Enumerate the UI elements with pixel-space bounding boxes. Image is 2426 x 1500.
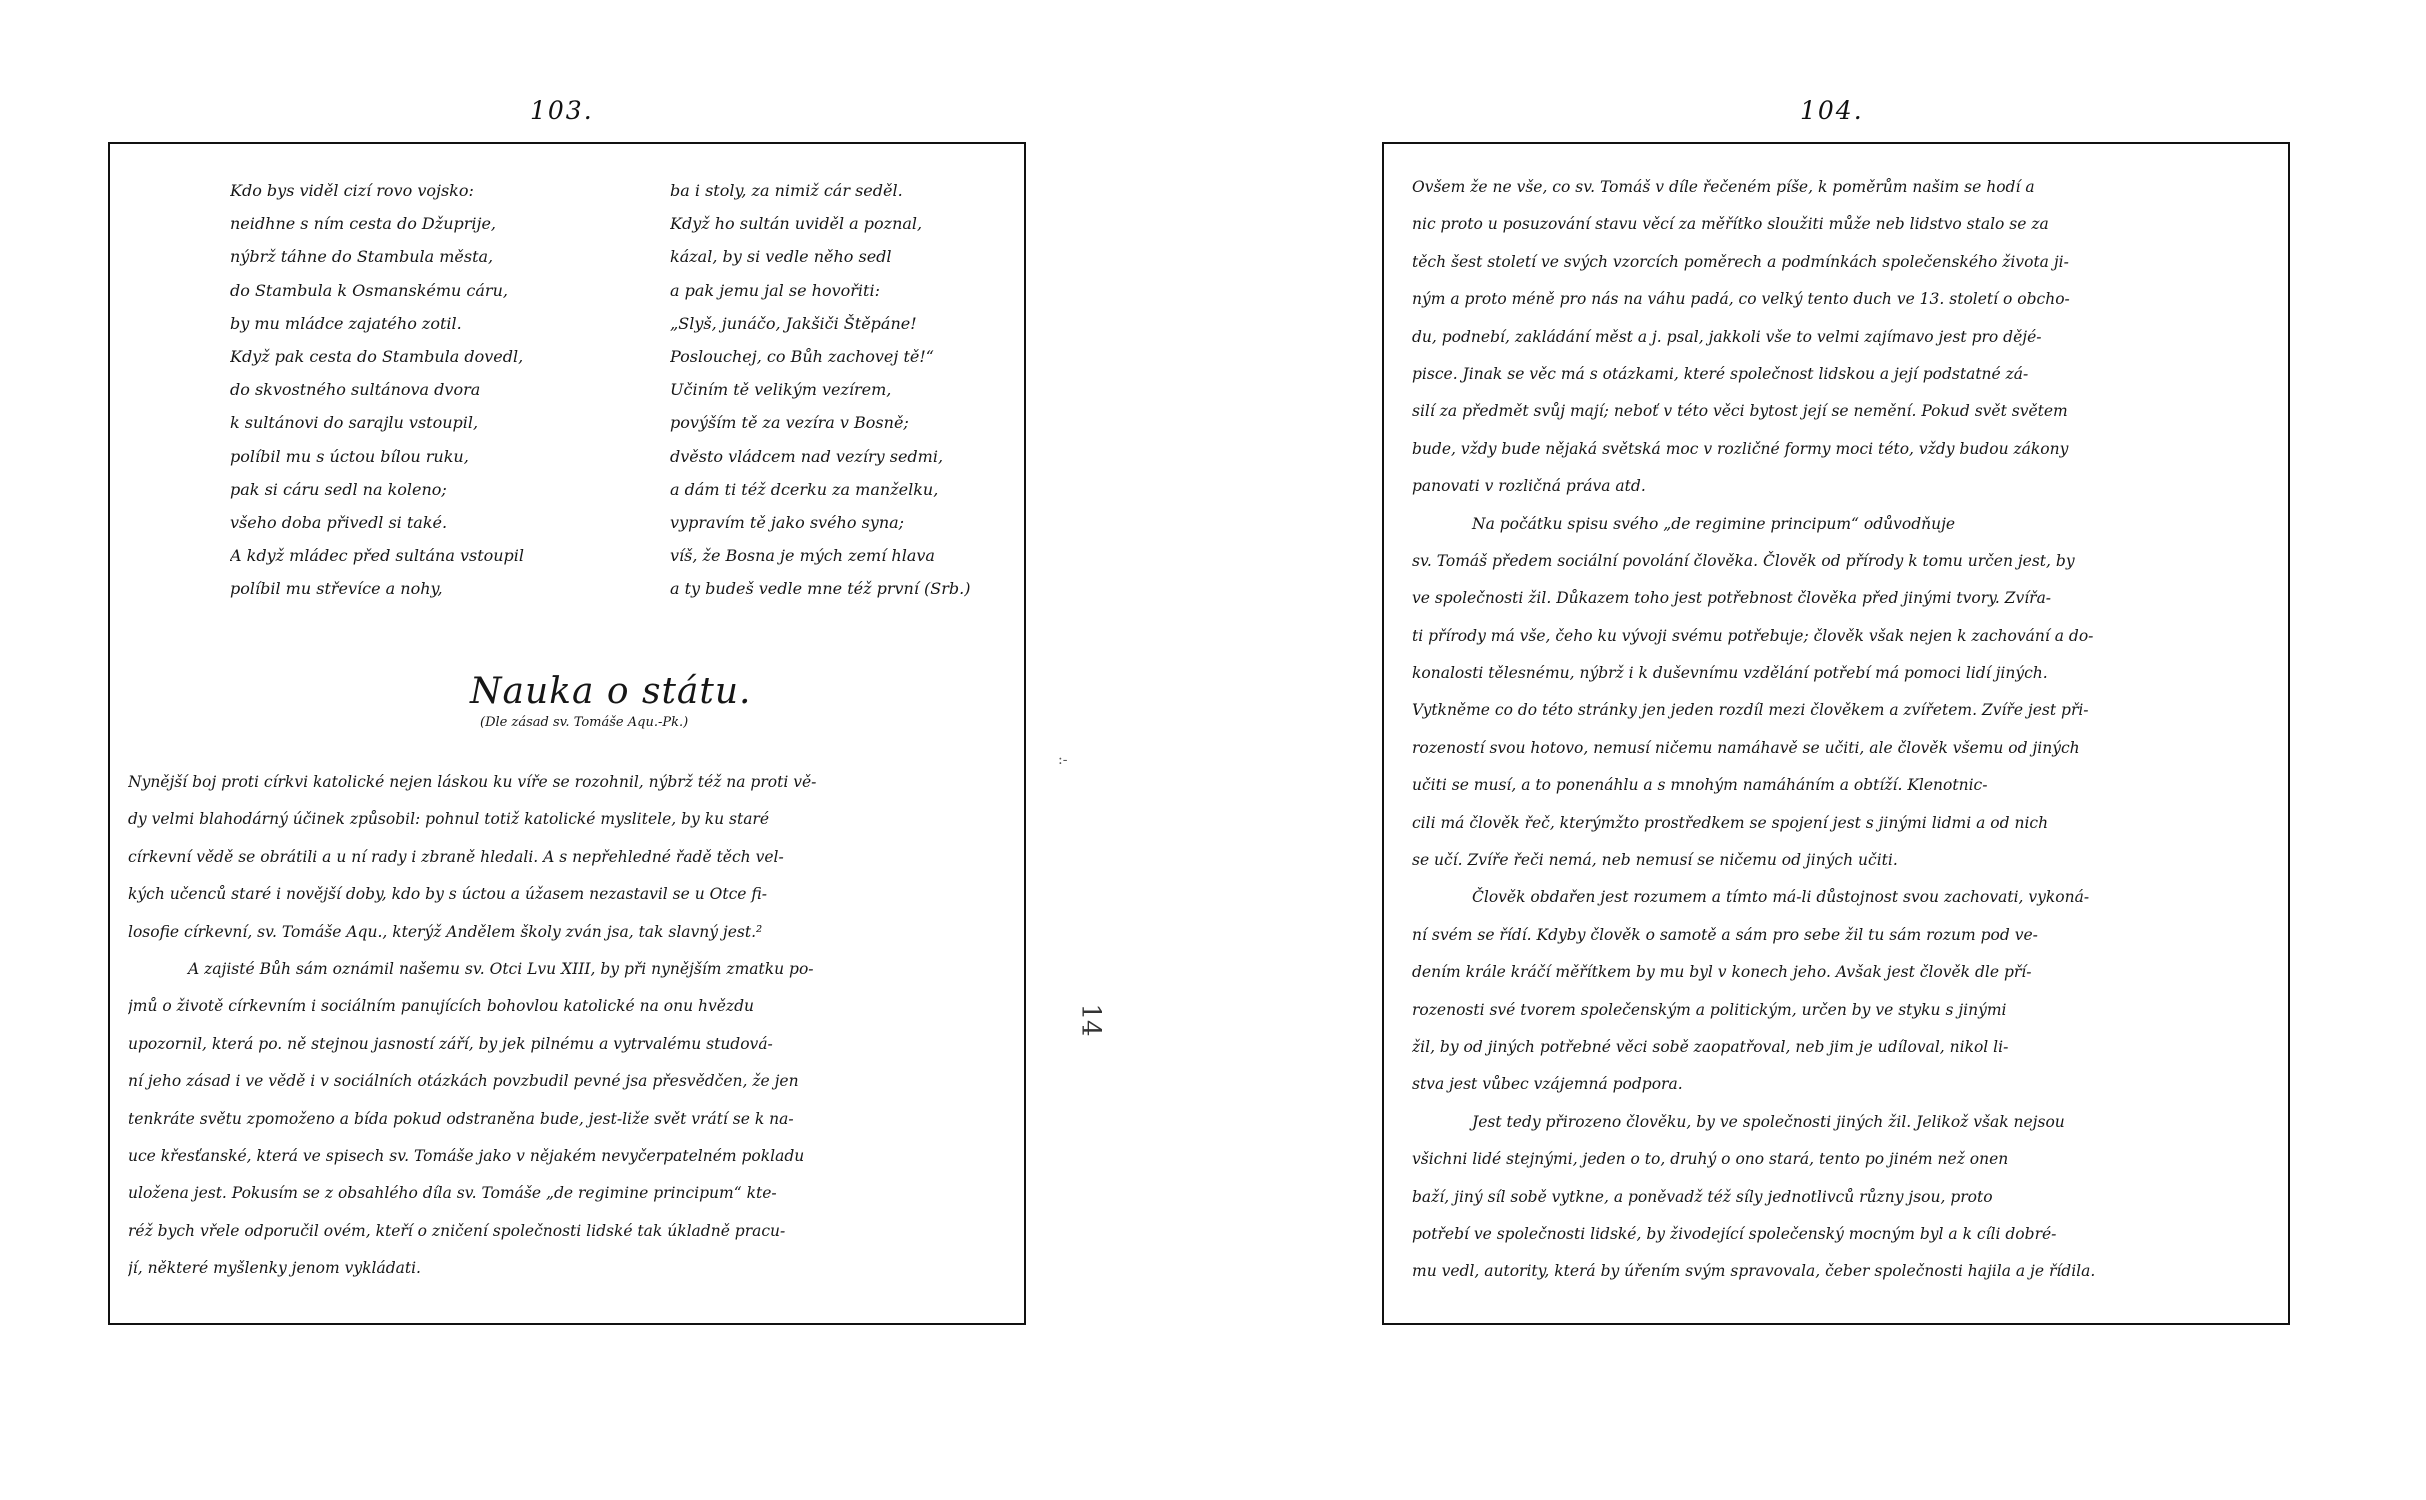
poem-line: všeho doba přivedl si také.	[230, 512, 448, 532]
poem-line: Když pak cesta do Stambula dovedl,	[230, 346, 524, 366]
section-subtitle: (Dle zásad sv. Tomáše Aqu.-Pk.)	[480, 715, 689, 730]
prose-line: sv. Tomáš předem sociální povolání člověka. Člověk od přírody k tomu určen jest, by	[1412, 551, 2075, 570]
prose-line: ní jeho zásad i ve vědě i v sociálních otázkách povzbudil pevné jsa přesvědčen, že jen	[128, 1072, 799, 1091]
prose-line: tenkráte světu zpomoženo a bída pokud odstraněna bude, jest-liže svět vrátí se k na-	[128, 1109, 794, 1128]
right-page-number: 104.	[1800, 96, 1864, 125]
poem-line: Učiním tě velikým vezírem,	[670, 380, 892, 400]
left-page	[108, 142, 1026, 1325]
poem-line: ba i stoly, za nimiž cár seděl.	[670, 181, 903, 200]
gutter-stamp: 14	[1075, 1003, 1106, 1037]
poem-line: k sultánovi do sarajlu vstoupil,	[230, 413, 479, 433]
left-page-prose	[128, 764, 1008, 1287]
poem-line: nýbrž táhne do Stambula města,	[230, 247, 494, 267]
poem-line: políbil mu s úctou bílou ruku,	[230, 446, 469, 466]
right-page	[1382, 142, 2290, 1325]
prose-line: losofie církevní, sv. Tomáše Aqu., kterýž Andělem školy zván jsa, tak slavný jest.²	[128, 922, 763, 941]
prose-line: církevní vědě se obrátili a u ní rady i zbraně hledali. A s nepřehledné řadě těch vel-	[128, 847, 784, 866]
poem-line: povýším tě za vezíra v Bosně;	[670, 413, 909, 433]
prose-line: rozeností svou hotovo, nemusí ničemu namáhavě se učiti, ale člověk všemu od jiných	[1412, 738, 2080, 757]
prose-line: dením krále kráčí měřítkem by mu byl v konech jeho. Avšak jest člověk dle pří-	[1412, 963, 2032, 982]
prose-line: silí za předmět svůj mají; neboť v této věci bytost její se nemění. Pokud svět světem	[1412, 402, 2068, 421]
prose-line: pisce. Jinak se věc má s otázkami, které společnost lidskou a její podstatné zá-	[1412, 364, 2029, 383]
prose-line: mu vedl, autority, která by úřením svým spravovala, čeber společnosti hajila a je řídila.	[1412, 1262, 2096, 1281]
poem-line: „Slyš, junáčo, Jakšiči Štěpáne!	[670, 313, 917, 333]
poem-line: a ty budeš vedle mne též první (Srb.)	[670, 579, 971, 599]
prose-line: uce křesťanské, která ve spisech sv. Tomáše jako v nějakém nevyčerpatelném pokladu	[128, 1146, 805, 1165]
poem-left-column	[230, 174, 570, 605]
prose-line: těch šest století ve svých vzorcích poměrech a podmínkách společenského života ji-	[1412, 252, 2069, 271]
prose-line: uložena jest. Pokusím se z obsahlého díla sv. Tomáše „de regimine principum“ kte-	[128, 1184, 777, 1203]
prose-line: ti přírody má vše, čeho ku vývoji svému potřebuje; člověk však nejen k zachování a do-	[1412, 626, 2094, 645]
poem-line: políbil mu střevíce a nohy,	[230, 579, 443, 599]
poem-line: Když ho sultán uviděl a poznal,	[670, 214, 923, 234]
left-page-number: 103.	[530, 96, 594, 125]
prose-line: A zajisté Bůh sám oznámil našemu sv. Otci Lvu XIII, by při nynějším zmatku po-	[188, 959, 814, 978]
prose-line: panovati v rozličná práva atd.	[1412, 477, 1646, 496]
poem-line: a pak jemu jal se hovořiti:	[670, 280, 880, 300]
prose-line: stva jest vůbec vzájemná podpora.	[1412, 1075, 1683, 1094]
prose-line: réž bych vřele odporučil ovém, kteří o zničení společnosti lidské tak úkladně pracu-	[128, 1221, 786, 1240]
poem-line: Kdo bys viděl cizí rovo vojsko:	[230, 181, 474, 200]
prose-line: ní svém se řídí. Kdyby člověk o samotě a sám pro sebe žil tu sám rozum pod ve-	[1412, 925, 2038, 944]
poem-line: pak si cáru sedl na koleno;	[230, 479, 447, 499]
prose-line: dy velmi blahodárný účinek způsobil: pohnul totiž katolické myslitele, by ku staré	[128, 810, 770, 829]
prose-line: Na počátku spisu svého „de regimine principum“ odůvodňuje	[1472, 514, 1956, 533]
prose-line: baží, jiný síl sobě vytkne, a poněvadž též síly jednotlivců různy jsou, proto	[1412, 1187, 1993, 1206]
poem-line: neidhne s ním cesta do Džuprije,	[230, 214, 497, 234]
prose-line: učiti se musí, a to ponenáhlu a s mnohým namáháním a obtíží. Klenotnic-	[1412, 776, 1988, 795]
poem-line: dvěsto vládcem nad vezíry sedmi,	[670, 446, 944, 466]
prose-line: Člověk obdařen jest rozumem a tímto má-li důstojnost svou zachovati, vykoná-	[1472, 888, 2090, 907]
poem-line: do Stambula k Osmanskému cáru,	[230, 280, 508, 300]
poem-right-column	[670, 174, 1026, 605]
prose-line: se učí. Zvíře řeči nemá, neb nemusí se ničemu od jiných učiti.	[1412, 851, 1898, 870]
poem-line: a dám ti též dcerku za manželku,	[670, 479, 939, 499]
poem-line: víš, že Bosna je mých zemí hlava	[670, 546, 935, 566]
prose-line: cili má člověk řeč, kterýmžto prostředkem se spojení jest s jinými lidmi a od nich	[1412, 813, 2049, 832]
poem-line: vypravím tě jako svého syna;	[670, 512, 905, 532]
prose-line: du, podnebí, zakládání měst a j. psal, jakkoli vše to velmi zajímavo jest pro dějé-	[1412, 327, 2042, 346]
prose-line: potřebí ve společnosti lidské, by živodející společenský mocným byl a k cíli dobré-	[1412, 1224, 2057, 1243]
poem-line: A když mládec před sultána vstoupil	[230, 546, 525, 566]
prose-line: ným a proto méně pro nás na váhu padá, co velký tento duch ve 13. století o obcho-	[1412, 290, 2070, 309]
prose-line: nic proto u posuzování stavu věcí za měřítko sloužiti může neb lidstvo stalo se za	[1412, 215, 2049, 234]
gutter-mark: :-	[1058, 752, 1068, 768]
right-page-prose	[1412, 169, 2276, 1291]
prose-line: žil, by od jiných potřebné věci sobě zaopatřoval, neb jim je udíloval, nikol li-	[1412, 1037, 2009, 1056]
poem-line: kázal, by si vedle něho sedl	[670, 247, 892, 267]
prose-line: Vytkněme co do této stránky jen jeden rozdíl mezi člověkem a zvířetem. Zvíře jest při-	[1412, 701, 2089, 720]
prose-line: konalosti tělesnému, nýbrž i k duševnímu vzdělání potřebí má pomoci lidí jiných.	[1412, 664, 2048, 683]
prose-line: Nynější boj proti církvi katolické nejen láskou ku víře se rozohnil, nýbrž též na proti vě-	[128, 773, 817, 791]
poem-line: do skvostného sultánova dvora	[230, 380, 481, 400]
prose-line: ve společnosti žil. Důkazem toho jest potřebnost člověka před jinými tvory. Zvířa-	[1412, 589, 2052, 608]
prose-line: jí, některé myšlenky jenom vykládati.	[128, 1259, 421, 1278]
prose-line: jmů o životě církevním i sociálním panujících bohovlou katolické na onu hvězdu	[128, 997, 755, 1016]
prose-line: Ovšem že ne vše, co sv. Tomáš v díle řečeném píše, k poměrům našim se hodí a	[1412, 178, 2035, 196]
prose-line: rozenosti své tvorem společenským a politickým, určen by ve styku s jinými	[1412, 1000, 2007, 1019]
prose-line: Jest tedy přirozeno člověku, by ve společnosti jiných žil. Jelikož však nejsou	[1472, 1112, 2065, 1131]
poem-line: Poslouchej, co Bůh zachovej tě!“	[670, 346, 934, 366]
prose-line: bude, vždy bude nějaká světská moc v rozličné formy moci této, vždy budou zákony	[1412, 439, 2069, 458]
poem-line: by mu mládce zajatého zotil.	[230, 313, 462, 333]
prose-line: upozornil, která po. ně stejnou jasností září, by jek pilnému a vytrvalému studová-	[128, 1034, 773, 1053]
prose-line: kých učenců staré i novější doby, kdo by s úctou a úžasem nezastavil se u Otce fi-	[128, 885, 767, 904]
section-title: Nauka o státu.	[470, 671, 752, 712]
prose-line: všichni lidé stejnými, jeden o to, druhý o ono stará, tento po jiném než onen	[1412, 1150, 2009, 1169]
